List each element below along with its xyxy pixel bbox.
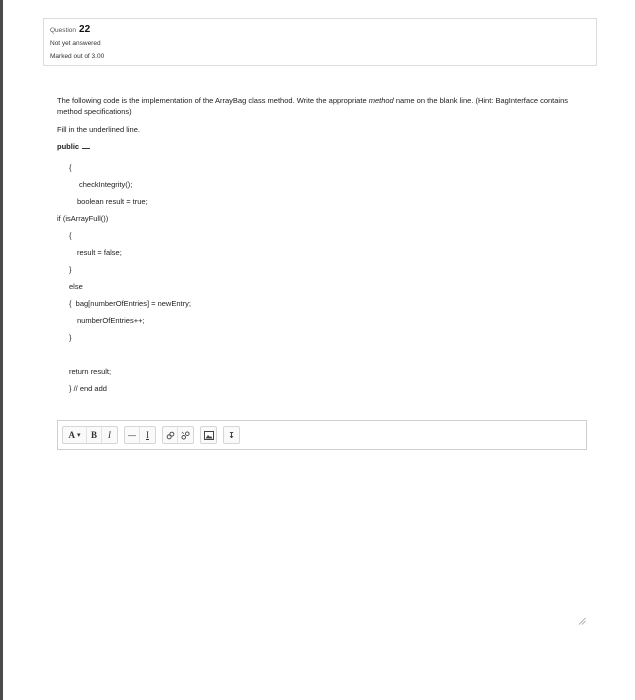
question-number: 22: [79, 24, 91, 35]
link-icon: [166, 431, 175, 440]
prompt-text: The following code is the implementation of the ArrayBag class method. Write the appropriate: [57, 96, 369, 105]
code-line-12: return result;: [69, 367, 112, 376]
code-line-1: {: [69, 163, 72, 172]
link-button[interactable]: [163, 427, 178, 443]
font-color-icon: A: [68, 430, 75, 440]
toolbar-group-insert: [124, 426, 156, 444]
horizontal-rule-button[interactable]: [125, 427, 140, 443]
question-content: [57, 96, 577, 393]
resize-handle-icon[interactable]: [578, 617, 586, 625]
clear-formatting-button[interactable]: [140, 427, 155, 443]
unlink-icon: [181, 431, 190, 440]
toolbar-group-more: [223, 426, 240, 444]
code-line-13: } // end add: [69, 384, 107, 393]
question-number-line: [50, 24, 596, 35]
editor-toolbar: [62, 426, 246, 444]
code-line-3: boolean result = true;: [77, 197, 148, 206]
code-line-11: }: [69, 333, 72, 342]
code-line-2: checkIntegrity();: [79, 180, 133, 189]
public-line: [57, 142, 577, 153]
toolbar-group-media: [200, 426, 217, 444]
font-color-button[interactable]: [63, 427, 87, 443]
prompt-text-after: name on the blank line. (Hint: BagInterface contains method specifications): [57, 96, 569, 116]
fill-instruction: Fill in the underlined line.: [57, 125, 140, 134]
question-marks: Marked out of 3.00: [50, 53, 105, 60]
code-line-4: if (isArrayFull()): [57, 214, 109, 223]
insert-image-button[interactable]: [201, 427, 216, 443]
code-line-9: { bag[numberOfEntries] = newEntry;: [69, 299, 191, 308]
code-line-10: numberOfEntries++;: [77, 316, 145, 325]
clear-formatting-icon: I: [146, 430, 149, 440]
question-info-box: [43, 18, 597, 66]
prompt-emphasis: method: [368, 96, 394, 105]
bold-button[interactable]: B: [87, 427, 102, 443]
code-line-8: else: [69, 282, 83, 291]
answer-editor[interactable]: [57, 420, 587, 450]
horizontal-rule-icon: —: [128, 430, 136, 440]
unlink-button[interactable]: [178, 427, 193, 443]
code-line-7: }: [69, 265, 72, 274]
image-icon: [204, 431, 214, 440]
expand-toolbar-icon: ↧: [228, 430, 235, 440]
toolbar-group-format: [62, 426, 118, 444]
code-line-5: {: [69, 231, 72, 240]
question-label: Question: [50, 27, 77, 34]
toolbar-group-links: [162, 426, 194, 444]
blank-line: [82, 148, 90, 149]
code-line-6: result = false;: [77, 248, 122, 257]
public-keyword: public: [57, 141, 80, 151]
italic-button[interactable]: I: [108, 430, 111, 440]
question-prompt: [57, 96, 577, 117]
show-more-button[interactable]: [224, 427, 239, 443]
question-status: Not yet answered: [50, 40, 101, 47]
chevron-down-icon: ▾: [76, 432, 81, 439]
